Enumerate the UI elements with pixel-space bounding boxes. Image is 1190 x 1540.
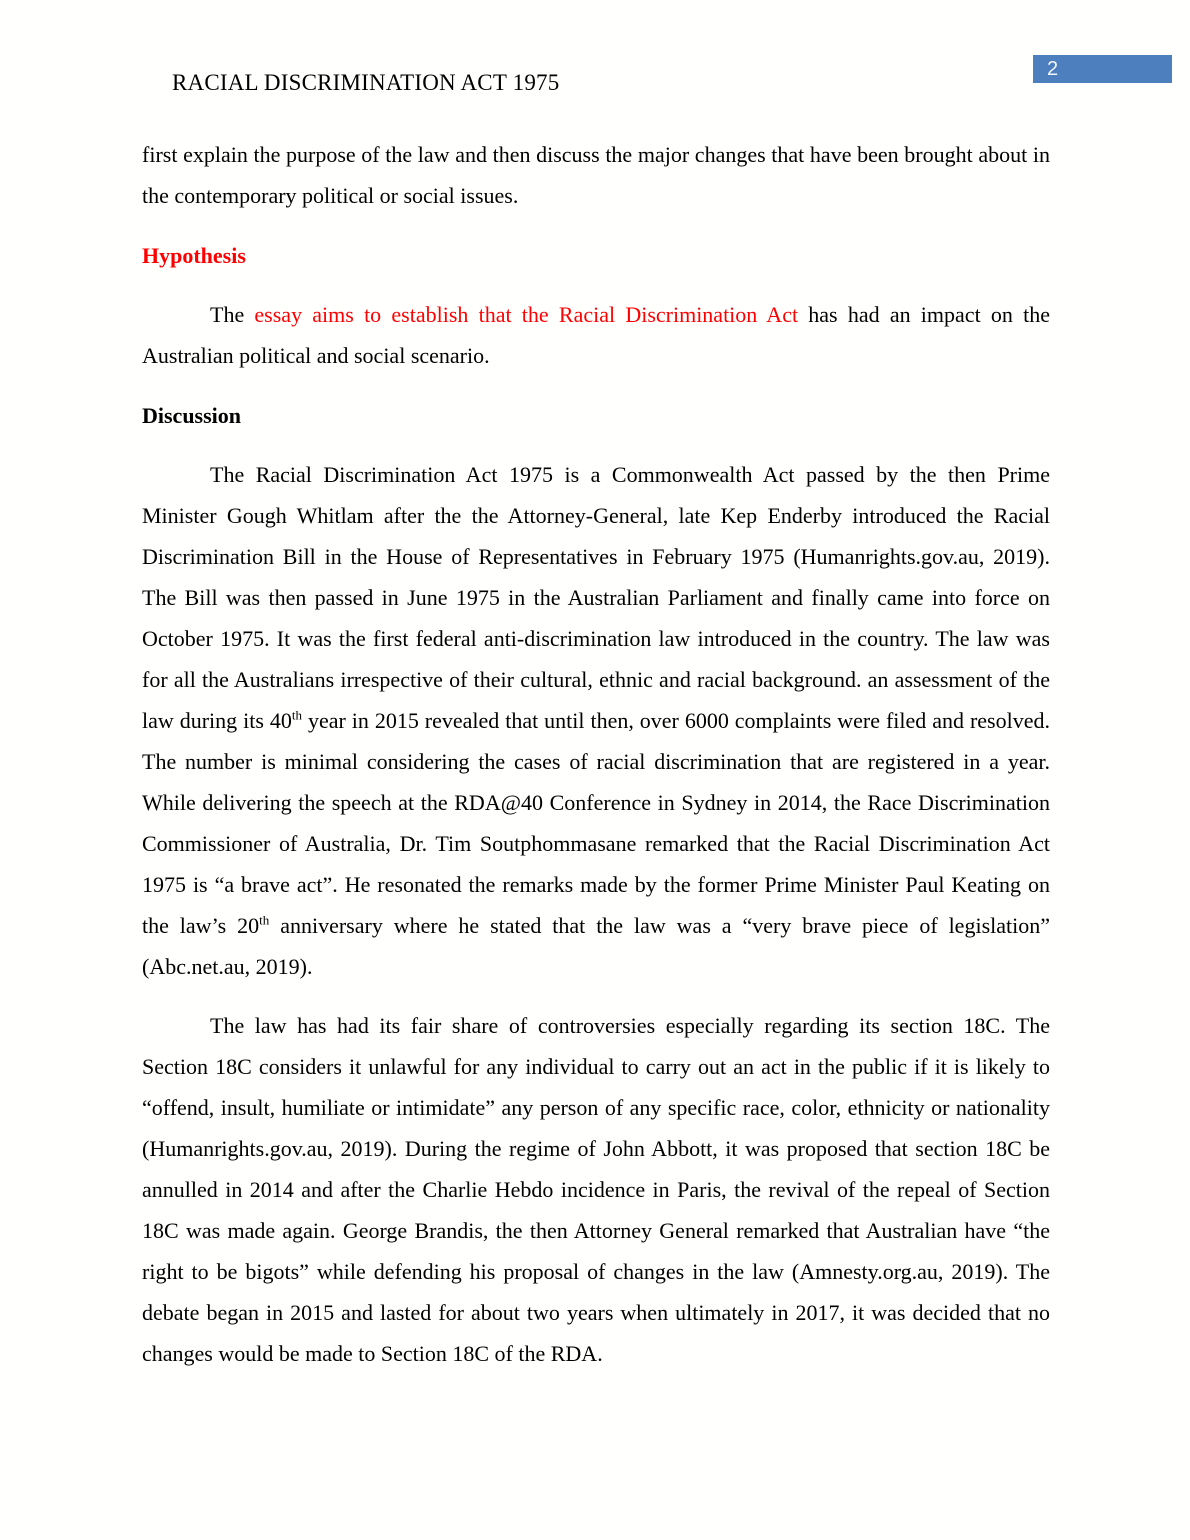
text-run: first explain the purpose of the law and then discuss the major changes that have been brought about in the contemporary political or social issues. [142, 142, 1050, 208]
hypothesis-heading [142, 235, 1050, 276]
superscript-run: th [291, 707, 302, 723]
text-run: anniversary where he stated that the law was a “very brave piece of legislation” (Abc.net.au, 2019). [142, 913, 1050, 979]
superscript-run: th [259, 912, 270, 928]
hypothesis-paragraph [142, 294, 1050, 376]
text-run: The law has had its fair share of controversies especially regarding its section 18C. The Section 18C considers it unlawful for any individual to carry out an act in the public if it is likely to “offend, insult, humiliate or intimidate” any person of any specific race, color, ethnicity or nationality (Humanrights.gov.au, 2019). During the regime of John Abbott, it was proposed that section 18C be annulled in 2014 and after the Charlie Hebdo incidence in Paris, the revival of the repeal of Section 18C was made again. George Brandis, the then Attorney General remarked that Australian have “the right to be bigots” while defending his proposal of changes in the law (Amnesty.org.au, 2019). The debate began in 2015 and lasted for about two years when ultimately in 2017, it was decided that no changes would be made to Section 18C of the RDA. [142, 1013, 1050, 1366]
text-run: Discussion [142, 403, 242, 428]
text-run: The Racial Discrimination Act 1975 is a Commonwealth Act passed by the then Prime Minister Gough Whitlam after the the Attorney-General, late Kep Enderby introduced the Racial Discrimination Bill in the House of Representatives in February 1975 (Humanrights.gov.au, 2019). The Bill was then passed in June 1975 in the Australian Parliament and finally came into force on October 1975. It was the first federal anti-discrimination law introduced in the country. The law was for all the Australians irrespective of their cultural, ethnic and racial background. an assessment of the law during its 40 [142, 462, 1050, 733]
text-run: year in 2015 revealed that until then, over 6000 complaints were filed and resolved. The number is minimal considering the cases of racial discrimination that are registered in a year. While delivering the speech at the RDA@40 Conference in Sydney in 2014, the Race Discrimination Commissioner of Australia, Dr. Tim Soutphommasane remarked that the Racial Discrimination Act 1975 is “a brave act”. He resonated the remarks made by the former Prime Minister Paul Keating on the law’s 20 [142, 708, 1050, 938]
text-run: has had an impact on the Australian political and social scenario. [142, 302, 1050, 368]
discussion-paragraph-1 [142, 454, 1050, 987]
text-run: essay aims to establish that the Racial Discrimination Act [254, 302, 799, 327]
discussion-paragraph-2 [142, 1005, 1050, 1374]
page-title: RACIAL DISCRIMINATION ACT 1975 [172, 70, 560, 95]
page-number-box [1033, 55, 1172, 83]
document-body [142, 134, 1050, 1374]
intro-continuation-paragraph [142, 134, 1050, 216]
page-number: 2 [1047, 58, 1059, 80]
text-run: The [210, 302, 255, 327]
text-run: Hypothesis [142, 243, 246, 268]
discussion-heading [142, 395, 1050, 436]
